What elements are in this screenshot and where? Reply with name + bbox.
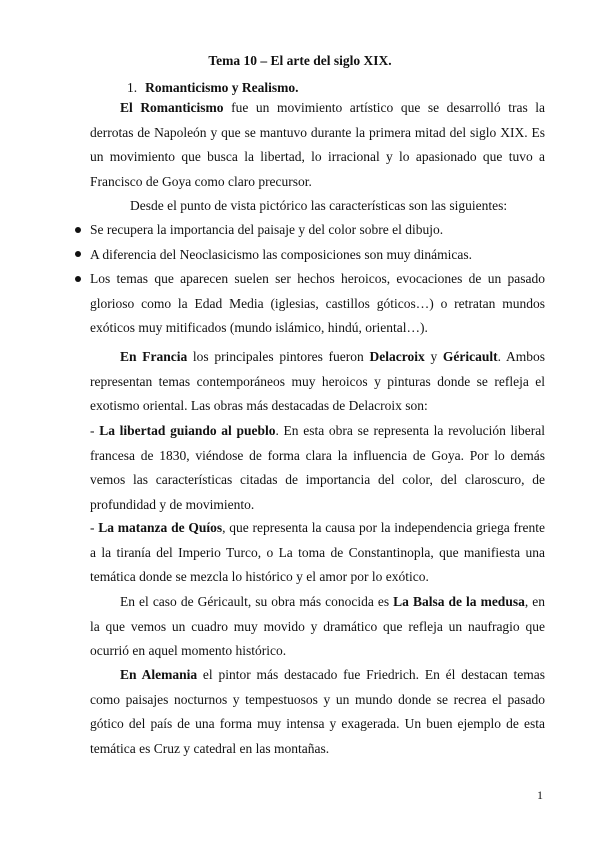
work-title-quios: La matanza de Quíos [98, 520, 223, 535]
bullet-text: A diferencia del Neoclasicismo las composiciones son muy dinámicas. [90, 247, 473, 262]
france-lead: En Francia [120, 349, 188, 364]
work-quios-paragraph [90, 516, 545, 590]
france-text-1: los principales pintores fueron [187, 349, 370, 364]
bullet-icon [75, 227, 81, 233]
document-title: Tema 10 – El arte del siglo XIX. [208, 53, 392, 68]
bullet-icon [75, 276, 81, 282]
gericault-paragraph [90, 590, 545, 664]
work-dash: - [90, 520, 99, 535]
bullet-icon [75, 251, 81, 257]
germany-paragraph [90, 663, 545, 761]
work-title-libertad: La libertad guiando al pueblo [99, 423, 276, 438]
germany-lead: En Alemania [120, 667, 198, 682]
bullet-text: Los temas que aparecen suelen ser hechos heroicos, evocaciones de un pasado glorioso como la Edad Media (iglesias, castillos góticos…) o retratan mundos exóticos muy mitificados (mundo islámico, hindú, oriental…). [90, 271, 545, 335]
painter-delacroix: Delacroix [369, 349, 425, 364]
section-number: 1. [127, 80, 138, 95]
intro-text: fue un movimiento artístico que se desarrolló tras la derrotas de Napoleón y que se mantuvo durante la primera mitad del siglo XIX. Es un movimiento que busca la libertad, lo irracional y lo apasionado que tuvo a Francisco de Goya como claro precursor. [90, 100, 546, 189]
painter-gericault: Géricault [442, 349, 498, 364]
france-paragraph [90, 345, 545, 419]
characteristics-intro: Desde el punto de vista pictórico las características son las siguientes: [130, 198, 508, 213]
work-title-balsa: La Balsa de la medusa [393, 594, 525, 609]
france-text-2: y [424, 349, 443, 364]
intro-paragraph [90, 96, 545, 194]
gericault-text-2: , en la que vemos un cuadro muy movido y dramático que refleja un naufragio que ocurrió en aquel momento histórico. [90, 594, 545, 658]
section-heading [127, 78, 298, 98]
section-heading-text: Romanticismo y Realismo. [145, 80, 299, 95]
work-quios-text: , que representa la causa por la independencia griega frente a la tiranía del Imperio Turco, o La toma de Constantinopla, que manifiesta una temática donde se mezcla lo histórico y el amor por lo exótico. [90, 520, 546, 584]
intro-term: El Romanticismo [120, 100, 224, 115]
gericault-text-1: En el caso de Géricault, su obra más conocida es [120, 594, 394, 609]
work-libertad-text: . En esta obra se representa la revolución liberal francesa de 1830, viéndose de forma clara la influencia de Goya. Por lo demás vemos las características citadas de importancia del color, del claroscuro, de profundidad y de movimiento. [90, 423, 545, 512]
germany-text: el pintor más destacado fue Friedrich. En él destacan temas como paisajes nocturnos y tempestuosos y un mundo donde se recrea el pasado gótico del país de una forma muy intensa y exagerada. Un buen ejemplo de esta temática es Cruz y catedral en las montañas. [90, 667, 546, 756]
work-dash: - [90, 423, 100, 438]
work-libertad-paragraph [90, 419, 545, 517]
page-number: 1 [537, 788, 543, 802]
france-text-3: . Ambos representan temas contemporáneos muy heroicos y pinturas donde se refleja el exotismo oriental. Las obras más destacadas de Delacroix son: [90, 349, 546, 413]
bullet-text: Se recupera la importancia del paisaje y del color sobre el dibujo. [90, 222, 444, 237]
